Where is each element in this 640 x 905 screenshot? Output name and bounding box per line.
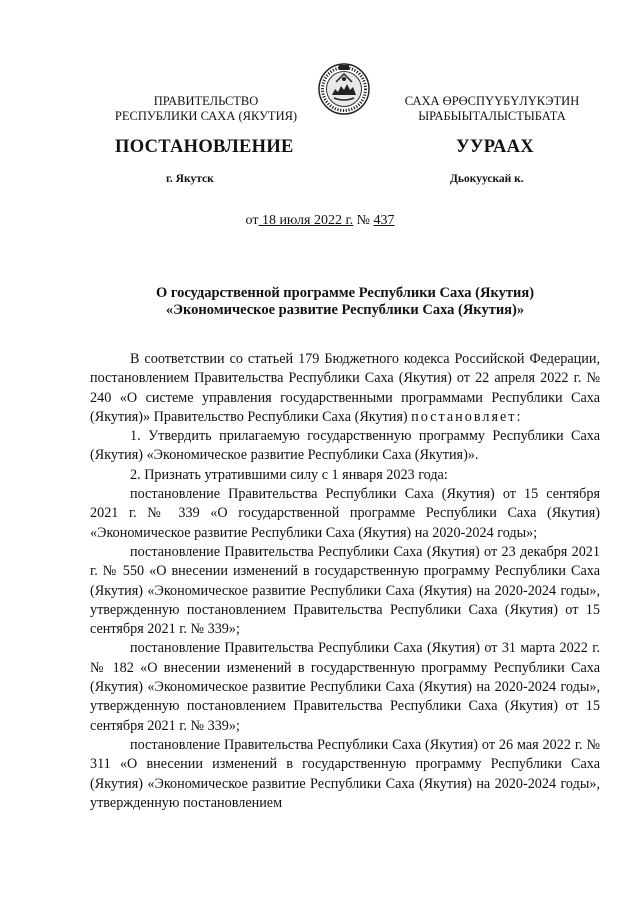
doc-type-sah: УУРААХ	[456, 137, 534, 157]
header-right-line2: ЫРАБЫЫТАЛЫСТЫБАТА	[418, 109, 566, 123]
paragraph-repeal-2: постановление Правительства Республики Саха (Якутия) от 23 декабря 2021 г. № 550 «О внесении изменений в государственную программу Республики Саха (Якутия) «Экономическое развитие Республики Саха (Якутия) на 2020-2024 годы», утвержденную постановлением Правительства Республики Саха (Якутия) от 15 сентября 2021 г. № 339»;	[90, 543, 600, 638]
city-sah: Дьокуускай к.	[450, 173, 524, 185]
paragraph-repeal-4: постановление Правительства Республики Саха (Якутия) от 26 мая 2022 г. № 311 «О внесении изменений в государственную программу Республики Саха (Якутия) «Экономическое развитие Республики Саха (Якутия) на 2020-2024 годы», утвержденную постановлением	[90, 736, 600, 811]
paragraph-item-1: 1. Утвердить прилагаемую государственную программу Республики Саха (Якутия) «Экономическое развитие Республики Саха (Якутия)».	[90, 428, 600, 464]
document-body	[90, 350, 600, 813]
doc-number: 437	[373, 213, 395, 228]
header-right-authority	[372, 94, 612, 124]
coat-of-arms-icon	[318, 60, 370, 118]
header-right-line1: САХА ӨРӨСПҮҮБҮЛҮКЭТИН	[404, 94, 580, 108]
title-line1: О государственной программе Республики Саха (Якутия)	[155, 285, 535, 301]
date-prefix: от	[245, 213, 259, 228]
paragraph-repeal-1: постановление Правительства Республики Саха (Якутия) от 15 сентября 2021 г. № 339 «О государственной программе Республики Саха (Якутия) «Экономическое развитие Республики Саха (Якутия) на 2020-2024 годы»;	[90, 486, 600, 541]
header-left-line2: РЕСПУБЛИКИ САХА (ЯКУТИЯ)	[114, 109, 298, 123]
date-value: 18 июля 2022 г.	[261, 213, 354, 228]
document-title	[90, 285, 600, 319]
city-ru: г. Якутск	[166, 173, 214, 185]
header-left-line1: ПРАВИТЕЛЬСТВО	[153, 94, 259, 108]
header-left-authority	[86, 94, 326, 124]
title-line2: «Экономическое развитие Республики Саха (Якутия)»	[165, 302, 525, 318]
number-sign: №	[356, 213, 370, 228]
doc-type-ru: ПОСТАНОВЛЕНИЕ	[115, 137, 294, 157]
resolves-word: постановляет:	[411, 408, 523, 425]
paragraph-item-2: 2. Признать утратившими силу с 1 января 2023 года:	[130, 466, 448, 483]
paragraph-repeal-3: постановление Правительства Республики Саха (Якутия) от 31 марта 2022 г. № 182 «О внесении изменений в государственную программу Республики Саха (Якутия) «Экономическое развитие Республики Саха (Якутия) на 2020-2024 годы», утвержденную постановлением Правительства Республики Саха (Якутия) от 15 сентября 2021 г. № 339»;	[90, 640, 600, 734]
paragraph-preamble: В соответствии со статьей 179 Бюджетного кодекса Российской Федерации, постановлением Правительства Республики Саха (Якутия) от 22 апреля 2022 г. № 240 «О системе управления государственными программами Республики Саха (Якутия)» Правительство Республики Саха (Якутия) постановляет:	[90, 351, 600, 425]
date-number-line	[0, 213, 640, 229]
